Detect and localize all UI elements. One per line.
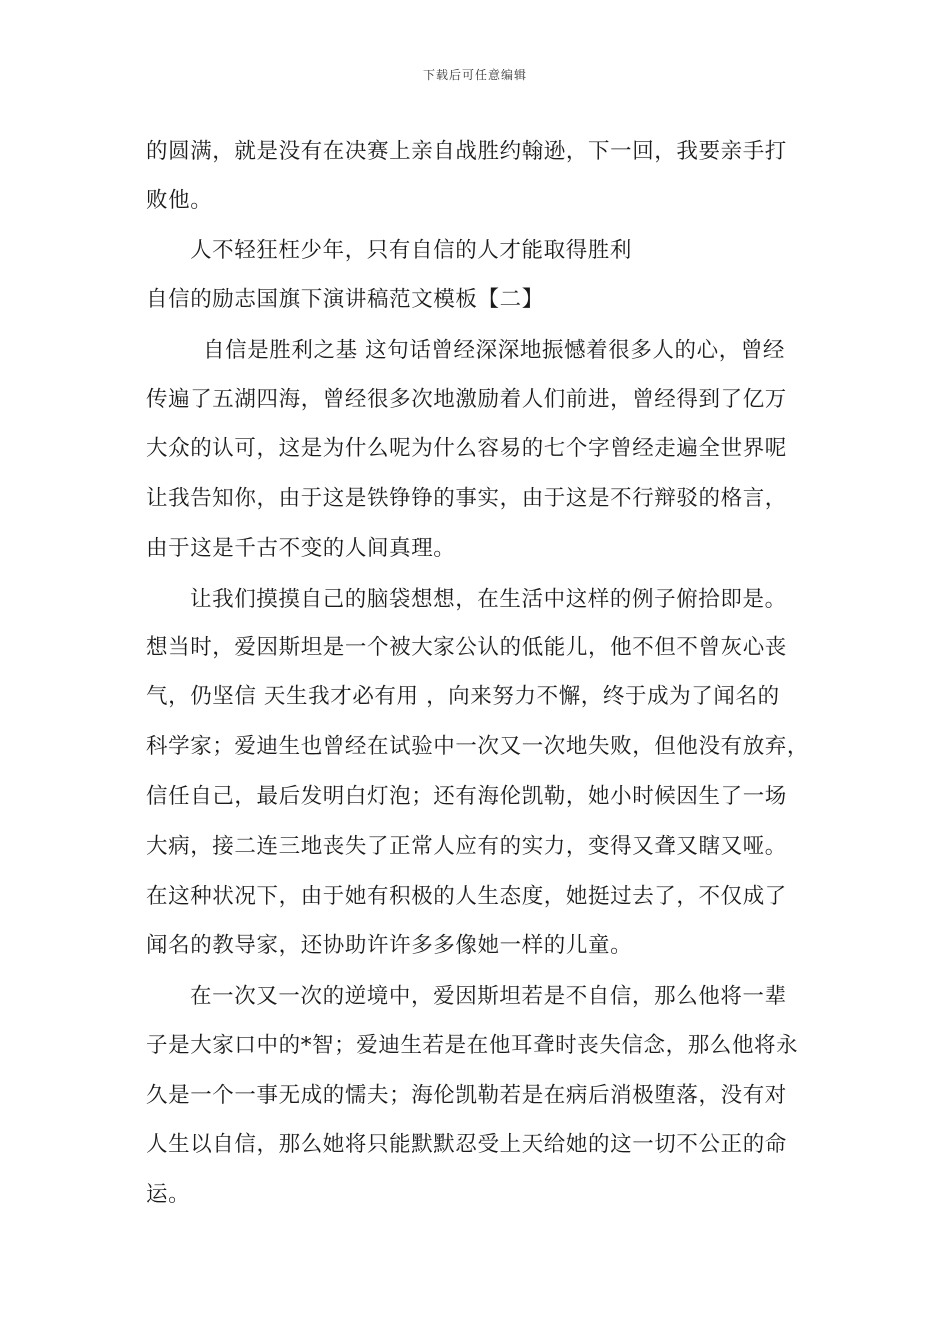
text-line: 闻名的教导家，还协助许许多多像她一样的儿童。 [146, 933, 633, 958]
text-line: 的圆满，就是没有在决赛上亲自战胜约翰逊，下一回，我要亲手打 [146, 139, 787, 164]
text-line: 想当时，爱因斯坦是一个被大家公认的低能儿，他不但不曾灰心丧 [146, 635, 787, 660]
text-line: 传遍了五湖四海，曾经很多次地激励着人们前进，曾经得到了亿万 [146, 387, 787, 412]
text-line: 自信是胜利之基 这句话曾经深深地振憾着很多人的心，曾经 [203, 338, 786, 363]
text-line: 人生以自信，那么她将只能默默忍受上天给她的这一切不公正的命 [146, 1132, 787, 1157]
text-line: 让我告知你，由于这是铁铮铮的事实，由于这是不行辩驳的格言， [146, 486, 787, 511]
text-line: 在一次又一次的逆境中，爱因斯坦若是不自信，那么他将一辈 [190, 984, 787, 1009]
text-line: 大众的认可，这是为什么呢为什么容易的七个字曾经走遍全世界呢 [146, 436, 787, 461]
text-line: 运。 [146, 1182, 191, 1207]
section-heading: 自信的励志国旗下演讲稿范文模板【二】 [146, 287, 544, 312]
text-line: 信任自己，最后发明白灯泡；还有海伦凯勒，她小时候因生了一场 [146, 784, 787, 809]
text-line: 久是一个一事无成的懦夫；海伦凯勒若是在病后消极堕落，没有对 [146, 1083, 787, 1108]
text-line: 大病，接二连三地丧失了正常人应有的实力，变得又聋又瞎又哑。 [146, 834, 787, 859]
text-line: 由于这是千古不变的人间真理。 [146, 536, 456, 561]
text-line: 败他。 [146, 188, 213, 213]
text-line: 让我们摸摸自己的脑袋想想，在生活中这样的例子俯拾即是。 [190, 587, 787, 612]
text-line: 在这种状况下，由于她有积极的人生态度，她挺过去了，不仅成了 [146, 884, 787, 909]
text-line: 科学家；爱迪生也曾经在试验中一次又一次地失败，但他没有放弃， [146, 734, 810, 759]
page-header: 下载后可任意编辑 [422, 68, 527, 82]
text-line: 气，仍坚信 天生我才必有用 ，向来努力不懈，终于成为了闻名的 [146, 684, 780, 709]
text-line: 人不轻狂枉少年，只有自信的人才能取得胜利 [190, 238, 633, 263]
text-line: 子是大家口中的*智；爱迪生若是在他耳聋时丧失信念，那么他将永 [146, 1033, 799, 1058]
